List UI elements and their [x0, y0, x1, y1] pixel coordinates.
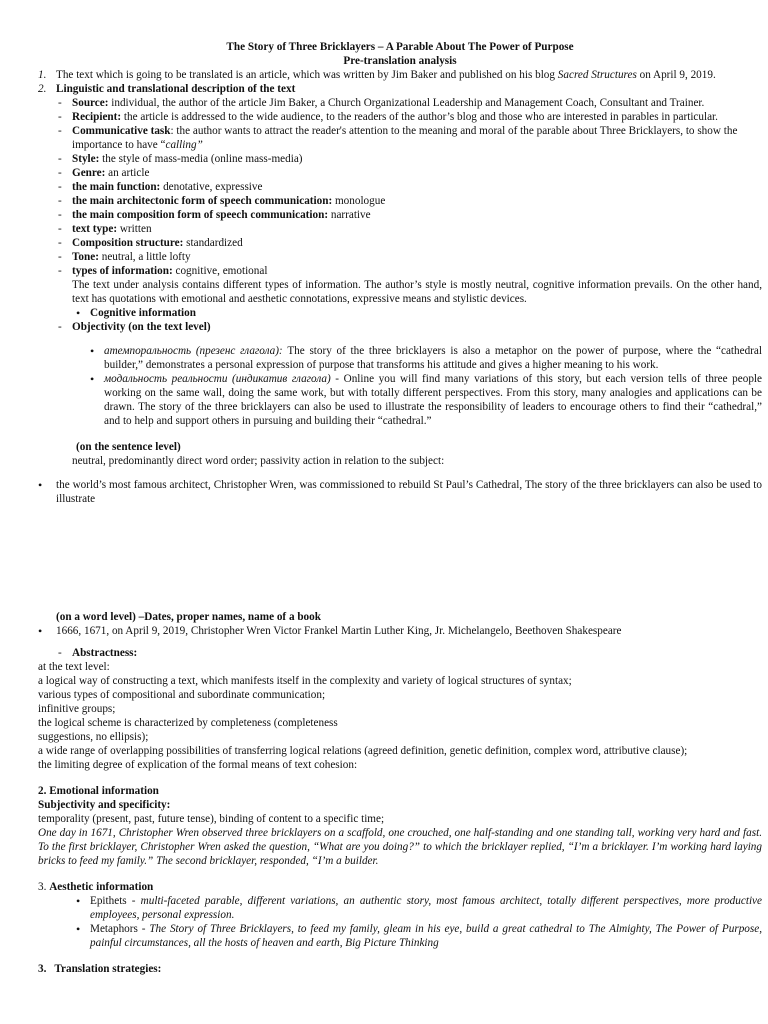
list-item-composition-structure: - Composition structure: standardized	[38, 236, 762, 250]
list-item-recipient: - Recipient: the article is addressed to the wide audience, to the readers of the author’s blog and those who are interested in parables in particular.	[38, 110, 762, 124]
aesthetic-item-metaphors: • Metaphors - The Story of Three Bricklayers, to feed my family, gleam in his eye, build a great cathedral to The Almighty, The Power of Purpose, painful circumstances, all the hosts of heaven and earth, Big Picture Thinking	[38, 922, 762, 950]
emotional-heading: 2. Emotional information	[38, 785, 159, 797]
info-paragraph: The text under analysis contains different types of information. The author’s style is mostly neutral, cognitive information prevails. On the other hand, text has quotations with emotional and aesthetic connotations, expressive means and stylistic devices.	[72, 279, 762, 305]
list-item-architectonic-form: - the main architectonic form of speech communication: monologue	[38, 194, 762, 208]
abstractness-line: various types of compositional and subordinate communication;	[38, 689, 326, 701]
abstractness-line: at the text level:	[38, 661, 110, 673]
aesthetic-item-epithets: • Epithets - multi-faceted parable, different variations, an authentic story, most famous architect, totally different perspectives, more productive employees, personal expression.	[38, 894, 762, 922]
aesthetic-heading: 3. Aesthetic information	[38, 881, 154, 893]
list-item-communicative-task: - Communicative task: the author wants to attract the reader's attention to the meaning and moral of the parable about Three Bricklayers, to show the importance to have “calling”	[38, 124, 762, 152]
document-page	[38, 40, 762, 976]
list-item-text-type: - text type: written	[38, 222, 762, 236]
word-level-heading: (on a word level) –Dates, proper names, name of a book	[56, 611, 321, 623]
abstractness-line: a logical way of constructing a text, which manifests itself in the complexity and variety of logical structures of syntax;	[38, 675, 572, 687]
abstractness-line: the logical scheme is characterized by completeness (completeness	[38, 717, 338, 729]
sentence-level-heading: (on the sentence level)	[76, 441, 181, 453]
list-item-genre: - Genre: an article	[38, 166, 762, 180]
item-2-number: 2.	[38, 83, 47, 95]
list-item-types-of-information: - types of information: cognitive, emotional	[38, 264, 762, 278]
strategies-heading: 3. Translation strategies:	[38, 963, 162, 975]
abstractness-line: the limiting degree of explication of the formal means of text cohesion:	[38, 759, 358, 771]
objectivity-heading: - Objectivity (on the text level)	[38, 320, 762, 334]
document-title: The Story of Three Bricklayers – A Parable About The Power of Purpose	[226, 41, 574, 53]
item-1: 1. The text which is going to be translated is an article, which was written by Jim Baker and published on his blog Sacred Structures on April 9, 2019.	[38, 69, 716, 81]
word-level-bullet: • 1666, 1671, on April 9, 2019, Christopher Wren Victor Frankel Martin Luther King, Jr. Michelangelo, Beethoven Shakespeare	[38, 624, 762, 638]
document-subtitle: Pre-translation analysis	[343, 55, 457, 67]
list-item-source: - Source: individual, the author of the article Jim Baker, a Church Organizational Leadership and Management Coach, Consultant and Trainer.	[38, 96, 762, 110]
sentence-level-text: neutral, predominantly direct word order; passivity action in relation to the subject:	[72, 455, 445, 467]
list-item-composition-form: - the main composition form of speech communication: narrative	[38, 208, 762, 222]
emotional-quote: One day in 1671, Christopher Wren observed three bricklayers on a scaffold, one crouched, one half-standing and one standing tall, working very hard and fast. To the first bricklayer, Christopher Wren asked the question, “What are you doing?” to which the bricklayer replied, “I’m a bricklayer. I’m working hard laying bricks to feed my family.” The second bricklayer, responded, “I’m a builder.	[38, 827, 762, 867]
cognitive-heading: • Cognitive information	[38, 306, 762, 320]
list-item-main-function: - the main function: denotative, expressive	[38, 180, 762, 194]
abstractness-line: a wide range of overlapping possibilities of transferring logical relations (agreed definition, genetic definition, complex word, attributive clause);	[38, 745, 688, 757]
abstractness-line: infinitive groups;	[38, 703, 116, 715]
objectivity-item-modality: • модальность реальности (индикатив глагола) - Online you will find many variations of this story, but each version tells of three people working on the same wall, doing the same work, but with totally different perspectives. From this story, many analogies and applications can be drawn. The story of the three bricklayers can also be used to illustrate the responsibility of leaders to encourage others to find their “cathedral,” and to help and support others in pursuing and building their “cathedral.”	[38, 372, 762, 428]
list-item-tone: - Tone: neutral, a little lofty	[38, 250, 762, 264]
objectivity-item-atemporality: • атемпоральность (презенс глагола): The story of the three bricklayers is also a metaphor on the power of purpose, where the “cathedral builder,” demonstrates a personal expression of purpose that transforms his attitude and gives a higher meaning to his work.	[38, 344, 762, 372]
item-1-number: 1.	[38, 69, 47, 81]
sentence-level-bullet: • the world’s most famous architect, Christopher Wren, was commissioned to rebuild St Paul’s Cathedral, The story of the three bricklayers can also be used to illustrate	[38, 478, 762, 506]
abstractness-heading: - Abstractness:	[38, 646, 762, 660]
item-2-heading: 2. Linguistic and translational description of the text	[38, 83, 296, 95]
emotional-line: temporality (present, past, future tense), binding of content to a specific time;	[38, 813, 385, 825]
list-item-style: - Style: the style of mass-media (online mass-media)	[38, 152, 762, 166]
abstractness-line: suggestions, no ellipsis);	[38, 731, 149, 743]
emotional-subheading: Subjectivity and specificity:	[38, 799, 171, 811]
